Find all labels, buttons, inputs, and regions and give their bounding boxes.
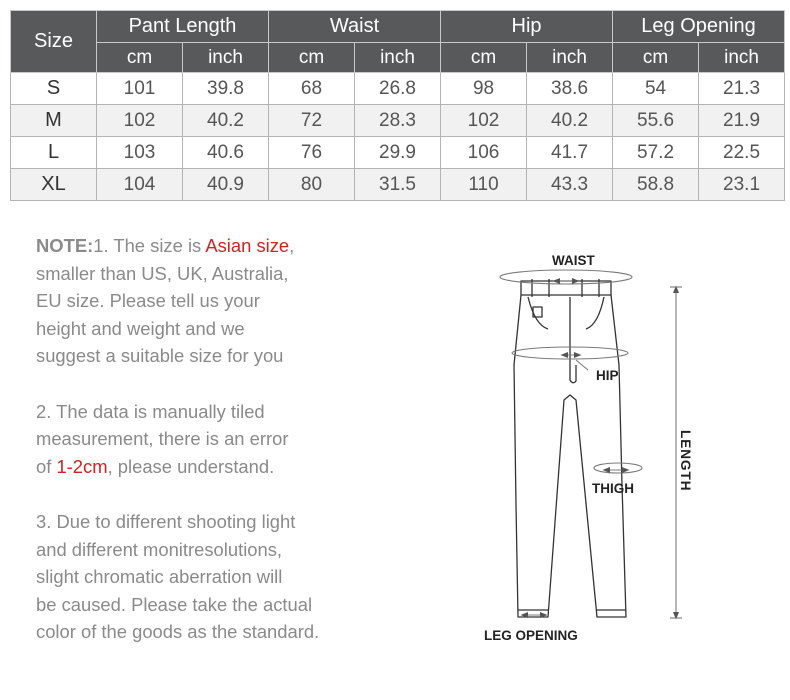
- length-label: LENGTH: [678, 430, 693, 492]
- unit-header: inch: [699, 43, 785, 73]
- note-1-prefix: 1. The size is: [93, 235, 206, 256]
- table-units-header-row: [11, 43, 785, 73]
- table-cell: 68: [269, 73, 355, 105]
- table-cell: 55.6: [613, 105, 699, 137]
- size-cell: L: [11, 137, 97, 169]
- table-group-header-row: [11, 11, 785, 43]
- table-cell: 28.3: [355, 105, 441, 137]
- table-cell: 40.6: [183, 137, 269, 169]
- note-2-suffix: , please understand.: [107, 455, 275, 477]
- table-cell: 23.1: [699, 169, 785, 201]
- table-row: [11, 105, 785, 137]
- size-notes: [36, 232, 381, 674]
- table-cell: 40.9: [183, 169, 269, 201]
- pants-measurement-diagram: [470, 245, 720, 650]
- table-cell: 22.5: [699, 137, 785, 169]
- table-cell: 110: [441, 169, 527, 201]
- note-line: measurement, there is an error: [36, 428, 289, 450]
- note-line: 3. Due to different shooting light: [36, 510, 296, 532]
- table-cell: 57.2: [613, 137, 699, 169]
- table-row: [11, 137, 785, 169]
- table-cell: 80: [269, 169, 355, 201]
- error-range-highlight: 1-2cm: [56, 455, 108, 477]
- table-cell: 54: [613, 73, 699, 105]
- table-cell: 102: [441, 105, 527, 137]
- hip-label: HIP: [596, 368, 619, 383]
- note-2-last-line: [36, 453, 381, 481]
- group-header-leg-opening: Leg Opening: [613, 11, 785, 43]
- size-cell: XL: [11, 169, 97, 201]
- table-cell: 39.8: [183, 73, 269, 105]
- note-1-suffix: ,: [289, 235, 295, 256]
- group-header-hip: Hip: [441, 11, 613, 43]
- table-cell: 40.2: [183, 105, 269, 137]
- table-row: [11, 73, 785, 105]
- unit-header: inch: [183, 43, 269, 73]
- table-cell: 21.9: [699, 105, 785, 137]
- table-cell: 98: [441, 73, 527, 105]
- table-cell: 106: [441, 137, 527, 169]
- table-row: [11, 169, 785, 201]
- table-cell: 40.2: [527, 105, 613, 137]
- note-line: EU size. Please tell us your: [36, 290, 260, 312]
- note-line: slight chromatic aberration will: [36, 566, 283, 588]
- table-cell: 26.8: [355, 73, 441, 105]
- table-cell: 43.3: [527, 169, 613, 201]
- unit-header: cm: [441, 43, 527, 73]
- note-1: [36, 232, 381, 370]
- unit-header: cm: [269, 43, 355, 73]
- note-line: be caused. Please take the actual: [36, 593, 313, 615]
- group-header-pant-length: Pant Length: [97, 11, 269, 43]
- note-2: [36, 398, 381, 481]
- table-cell: 58.8: [613, 169, 699, 201]
- unit-header: inch: [355, 43, 441, 73]
- leg-opening-label: LEG OPENING: [484, 628, 578, 643]
- note-line: smaller than US, UK, Australia,: [36, 262, 289, 284]
- table-cell: 102: [97, 105, 183, 137]
- table-cell: 29.9: [355, 137, 441, 169]
- unit-header: cm: [97, 43, 183, 73]
- table-cell: 31.5: [355, 169, 441, 201]
- size-column-header: Size: [11, 11, 97, 73]
- note-label: NOTE:: [36, 235, 94, 256]
- unit-header: cm: [613, 43, 699, 73]
- note-line: height and weight and we: [36, 317, 245, 339]
- table-cell: 76: [269, 137, 355, 169]
- table-cell: 104: [97, 169, 183, 201]
- size-cell: S: [11, 73, 97, 105]
- table-cell: 41.7: [527, 137, 613, 169]
- note-line: color of the goods as the standard.: [36, 621, 320, 643]
- thigh-label: THIGH: [592, 481, 634, 496]
- unit-header: inch: [527, 43, 613, 73]
- waist-label: WAIST: [552, 253, 595, 268]
- note-line: suggest a suitable size for you: [36, 345, 284, 367]
- note-2-prefix: of: [36, 455, 57, 477]
- table-cell: 103: [97, 137, 183, 169]
- note-line: and different monitresolutions,: [36, 538, 283, 560]
- note-1-first-line: [36, 232, 381, 260]
- table-cell: 101: [97, 73, 183, 105]
- asian-size-highlight: Asian size: [205, 235, 290, 256]
- table-cell: 21.3: [699, 73, 785, 105]
- group-header-waist: Waist: [269, 11, 441, 43]
- note-line: 2. The data is manually tiled: [36, 400, 265, 422]
- table-cell: 38.6: [527, 73, 613, 105]
- table-cell: 72: [269, 105, 355, 137]
- note-3: [36, 508, 381, 646]
- size-cell: M: [11, 105, 97, 137]
- size-chart-table: [10, 10, 785, 201]
